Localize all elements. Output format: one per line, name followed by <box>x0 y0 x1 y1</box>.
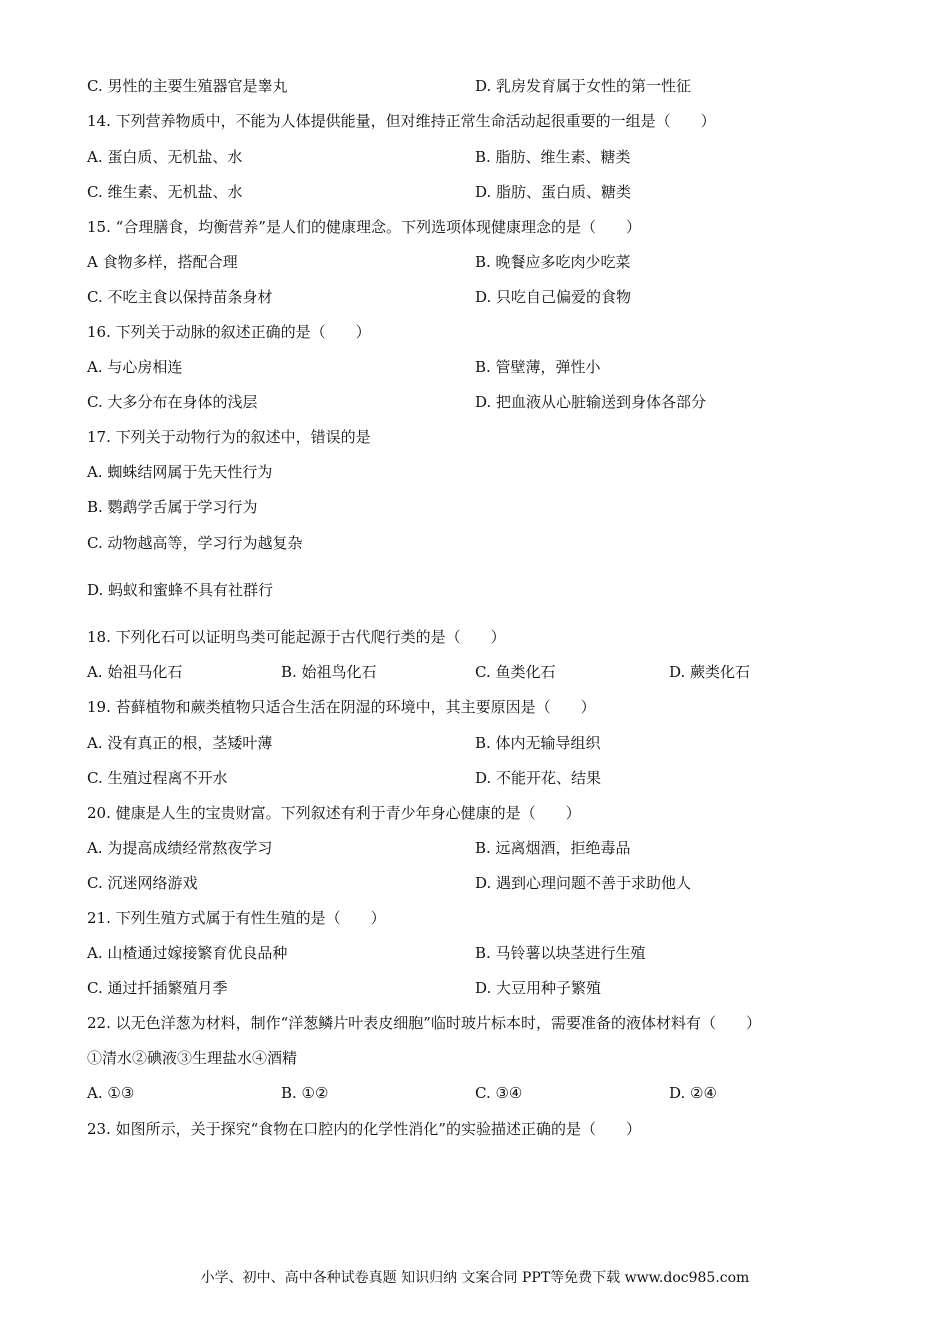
q22-option-b: B. ①② <box>281 1084 329 1102</box>
q17-option-a: A. 蜘蛛结网属于先天性行为 <box>87 463 273 481</box>
q20-option-b: B. 远离烟酒，拒绝毒品 <box>475 839 631 857</box>
q17-option-d: D. 蚂蚁和蜜蜂不具有社群行 <box>87 581 274 599</box>
q14-stem: 14. 下列营养物质中，不能为人体提供能量，但对维持正常生命活动起很重要的一组是（ ） <box>87 112 716 130</box>
q18-option-b: B. 始祖鸟化石 <box>281 663 377 681</box>
q14-option-a: A. 蛋白质、无机盐、水 <box>87 148 243 166</box>
q19-option-d: D. 不能开花、结果 <box>475 769 602 787</box>
q18-option-c: C. 鱼类化石 <box>475 663 556 681</box>
q22-materials: ①清水②碘液③生理盐水④酒精 <box>87 1049 298 1067</box>
q14-option-d: D. 脂肪、蛋白质、糖类 <box>475 183 632 201</box>
q22-option-d: D. ②④ <box>669 1084 717 1102</box>
q19-stem: 19. 苔藓植物和蕨类植物只适合生活在阴湿的环境中，其主要原因是（ ） <box>87 698 596 716</box>
q21-stem: 21. 下列生殖方式属于有性生殖的是（ ） <box>87 909 386 927</box>
q20-option-c: C. 沉迷网络游戏 <box>87 874 198 892</box>
q16-option-a: A. 与心房相连 <box>87 358 183 376</box>
q17-stem: 17. 下列关于动物行为的叙述中，错误的是 <box>87 428 371 446</box>
q21-option-a: A. 山楂通过嫁接繁育优良品种 <box>87 944 288 962</box>
q21-option-d: D. 大豆用种子繁殖 <box>475 979 602 997</box>
q15-option-d: D. 只吃自己偏爱的食物 <box>475 288 632 306</box>
q22-option-a: A. ①③ <box>87 1084 135 1102</box>
q21-option-b: B. 马铃薯以块茎进行生殖 <box>475 944 646 962</box>
q17-option-b: B. 鹦鹉学舌属于学习行为 <box>87 498 258 516</box>
q15-option-c: C. 不吃主食以保持苗条身材 <box>87 288 273 306</box>
q19-option-c: C. 生殖过程离不开水 <box>87 769 228 787</box>
q15-option-b: B. 晚餐应多吃肉少吃菜 <box>475 253 631 271</box>
q21-option-c: C. 通过扦插繁殖月季 <box>87 979 228 997</box>
q18-option-d: D. 蕨类化石 <box>669 663 751 681</box>
q15-stem: 15. “合理膳食，均衡营养”是人们的健康理念。下列选项体现健康理念的是（ ） <box>87 218 641 236</box>
q19-option-a: A. 没有真正的根，茎矮叶薄 <box>87 734 273 752</box>
q14-option-b: B. 脂肪、维生素、糖类 <box>475 148 631 166</box>
q16-option-b: B. 管壁薄，弹性小 <box>475 358 601 376</box>
q17-option-c: C. 动物越高等，学习行为越复杂 <box>87 534 303 552</box>
q16-option-d: D. 把血液从心脏输送到身体各部分 <box>475 393 707 411</box>
q13-option-d: D. 乳房发育属于女性的第一性征 <box>475 77 692 95</box>
q18-stem: 18. 下列化石可以证明鸟类可能起源于古代爬行类的是（ ） <box>87 628 506 646</box>
q19-option-b: B. 体内无输导组织 <box>475 734 601 752</box>
q20-option-a: A. 为提高成绩经常熬夜学习 <box>87 839 273 857</box>
q20-option-d: D. 遇到心理问题不善于求助他人 <box>475 874 692 892</box>
q14-option-c: C. 维生素、无机盐、水 <box>87 183 243 201</box>
q13-option-c: C. 男性的主要生殖器官是睾丸 <box>87 77 288 95</box>
q22-stem: 22. 以无色洋葱为材料，制作“洋葱鳞片叶表皮细胞”临时玻片标本时，需要准备的液体材料有（ ） <box>87 1014 761 1032</box>
q18-option-a: A. 始祖马化石 <box>87 663 183 681</box>
q22-option-c: C. ③④ <box>475 1084 523 1102</box>
page-footer: 小学、初中、高中各种试卷真题 知识归纳 文案合同 PPT等免费下载 www.doc985.com <box>200 1270 750 1286</box>
q16-stem: 16. 下列关于动脉的叙述正确的是（ ） <box>87 323 371 341</box>
q16-option-c: C. 大多分布在身体的浅层 <box>87 393 258 411</box>
q15-option-a: A 食物多样，搭配合理 <box>87 253 238 271</box>
q20-stem: 20. 健康是人生的宝贵财富。下列叙述有利于青少年身心健康的是（ ） <box>87 804 581 822</box>
q23-stem: 23. 如图所示，关于探究“食物在口腔内的化学性消化”的实验描述正确的是（ ） <box>87 1120 641 1138</box>
